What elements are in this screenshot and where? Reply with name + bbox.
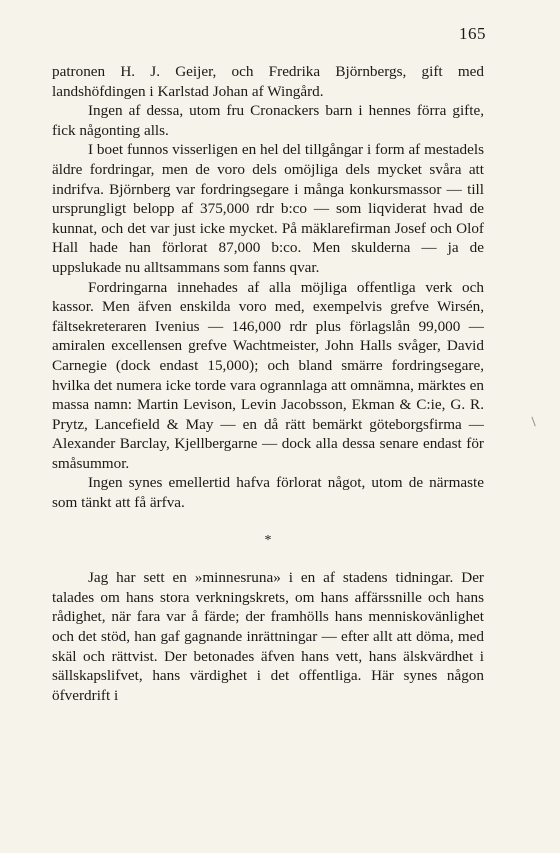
paragraph: patronen H. J. Geijer, och Fredrika Björnbergs, gift med landshöfdingen i Karlstad Johan af Wingård. [52,63,484,100]
body-text [52,62,484,705]
section-separator: * [264,532,272,548]
paragraph: Fordringarna innehades af alla möjliga offentliga verk och kassor. Men äfven enskilda voro med, exempelvis grefve Wirsén, fältsekreteraren Ivenius — 146,000 rdr plus förlagslån 99,000 — amiralen excellensen grefve Wachtmeister, John Halls svåger, David Carnegie (dock endast 15,000); och bland smärre fordringsegare, hvilka det numera icke torde vara ogrannlaga att omnämna, märktes en massa namn: Martin Levison, Levin Jacobsson, Ekman & C:ie, G. R. Prytz, Lancefield & May — en då rätt bemärkt göteborgsfirma — Alexander Barclay, Kjellbergarne — dock alla dessa senare endast för småsummor. [52,278,484,472]
margin-mark [531,416,538,427]
paragraph: I boet funnos visserligen en hel del tillgångar i form af mestadels äldre fordringar, men de voro dels omöjliga dels mycket svåra att indrifva. Björnberg var fordringsegare i många konkursmassor — till ursprungligt belopp af 375,000 rdr b:co — som liqviderat hvad de kunnat, och det var just icke mycket. På mäklarefirman Josef och Olof Hall hade han förlorat 87,000 b:co. Men skulderna — ja de uppslukade nu alltsammans som fanns qvar. [52,141,484,276]
paragraph: Ingen af dessa, utom fru Cronackers barn i hennes förra gifte, fick någonting alls. [52,102,484,139]
paragraph: Jag har sett en »minnesruna» i en af stadens tidningar. Der talades om hans stora verkningskrets, om hans affärssnille och hans rådighet, när fara var å färde; der framhölls hans menniskovänlighet och det stöd, han gaf gagnande inrättningar — efter allt att döma, med skäl och rättvist. Der betonades äfven hans vett, hans älskvärdhet i sällskapslifvet, hans värdighet i det offentliga. Här synes någon öfverdrift i [52,569,484,704]
page-number: 165 [459,24,486,43]
paragraph: Ingen synes emellertid hafva förlorat något, utom de närmaste som tänkt att få ärfva. [52,474,484,512]
